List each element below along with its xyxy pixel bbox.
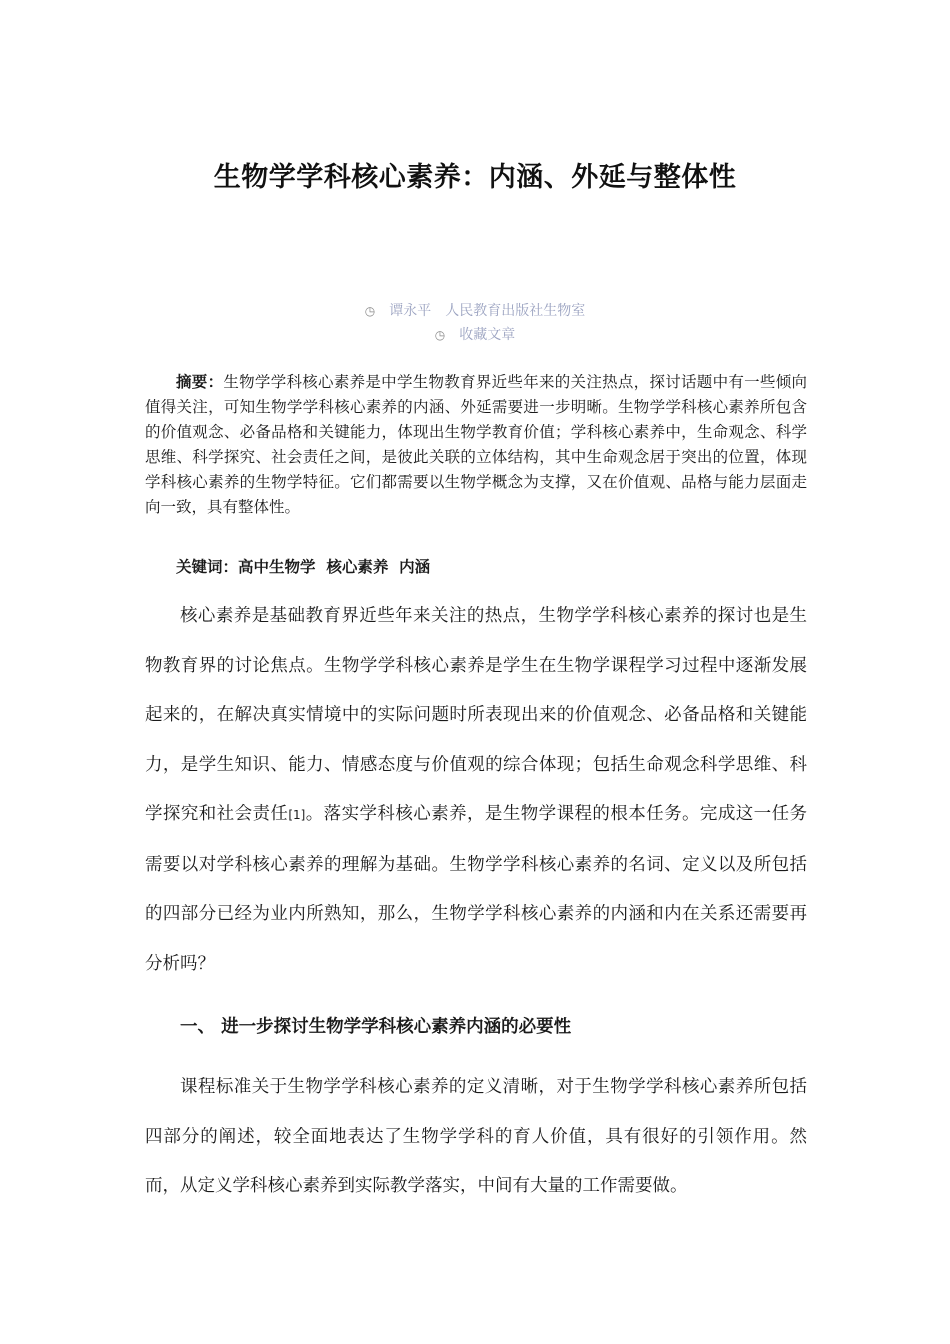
- section-heading: 一、 进一步探讨生物学学科核心素养内涵的必要性: [180, 1017, 572, 1037]
- favorite-article-link[interactable]: 收藏文章: [459, 327, 516, 343]
- author-name[interactable]: 谭永平: [389, 303, 432, 319]
- abstract-text: 生物学学科核心素养是中学生物教育界近些年来的关注热点，探讨话题中有一些倾向值得关注，可知生物学学科核心素养的内涵、外延需要进一步明晰。生物学学科核心素养所包含的价值观念、必备品格和关键能力，体现出生物学教育价值；学科核心素养中，生命观念、科学思维、科学探究、社会责任之间，是彼此关联的立体结构，其中生命观念居于突出的位置，体现学科核心素养的生物学特征。它们都需要以生物学概念为支撑，又在价值观、品格与能力层面走向一致，具有整体性。: [145, 373, 807, 516]
- author-line: [0, 300, 950, 320]
- body-paragraph: 课程标准关于生物学学科核心素养的定义清晰，对于生物学学科核心素养所包括四部分的阐述，较全面地表达了生物学学科的育人价值，具有很好的引领作用。然而，从定义学科核心素养到实际教学落实，中间有大量的工作需要做。: [145, 1077, 807, 1196]
- keyword: 核心素养: [326, 557, 389, 576]
- paragraph-text: 。落实学科核心素养，是生物学课程的根本任务。完成这一任务需要以对学科核心素养的理解为基础。生物学学科核心素养的名词、定义以及所包括的四部分已经为业内所熟知，那么，生物学学科核心素养的内涵和内在关系还需要再分析吗？: [145, 804, 808, 974]
- keywords-label: 关键词：: [176, 557, 239, 576]
- abstract-label: 摘要：: [176, 372, 224, 391]
- clock-icon: ◷: [434, 328, 446, 342]
- keyword: 内涵: [399, 557, 431, 576]
- author-affiliation[interactable]: 人民教育出版社生物室: [445, 303, 586, 319]
- article-title: 生物学学科核心素养：内涵、外延与整体性: [213, 162, 737, 193]
- favorite-line: [0, 324, 950, 344]
- body-paragraph: [145, 592, 807, 989]
- citation-link[interactable]: [1]: [288, 808, 306, 822]
- abstract: [145, 369, 807, 520]
- keyword: 高中生物学: [238, 557, 316, 576]
- clock-icon: ◷: [364, 304, 376, 318]
- keywords: [145, 555, 807, 577]
- paragraph-text: 核心素养是基础教育界近些年来关注的热点，生物学学科核心素养的探讨也是生物教育界的讨论焦点。生物学学科核心素养是学生在生物学课程学习过程中逐渐发展起来的，在解决真实情境中的实际问题时所表现出来的价值观念、必备品格和关键能力，是学生知识、能力、情感态度与价值观的综合体现；包括生命观念科学思维、科学探究和社会责任: [145, 606, 807, 824]
